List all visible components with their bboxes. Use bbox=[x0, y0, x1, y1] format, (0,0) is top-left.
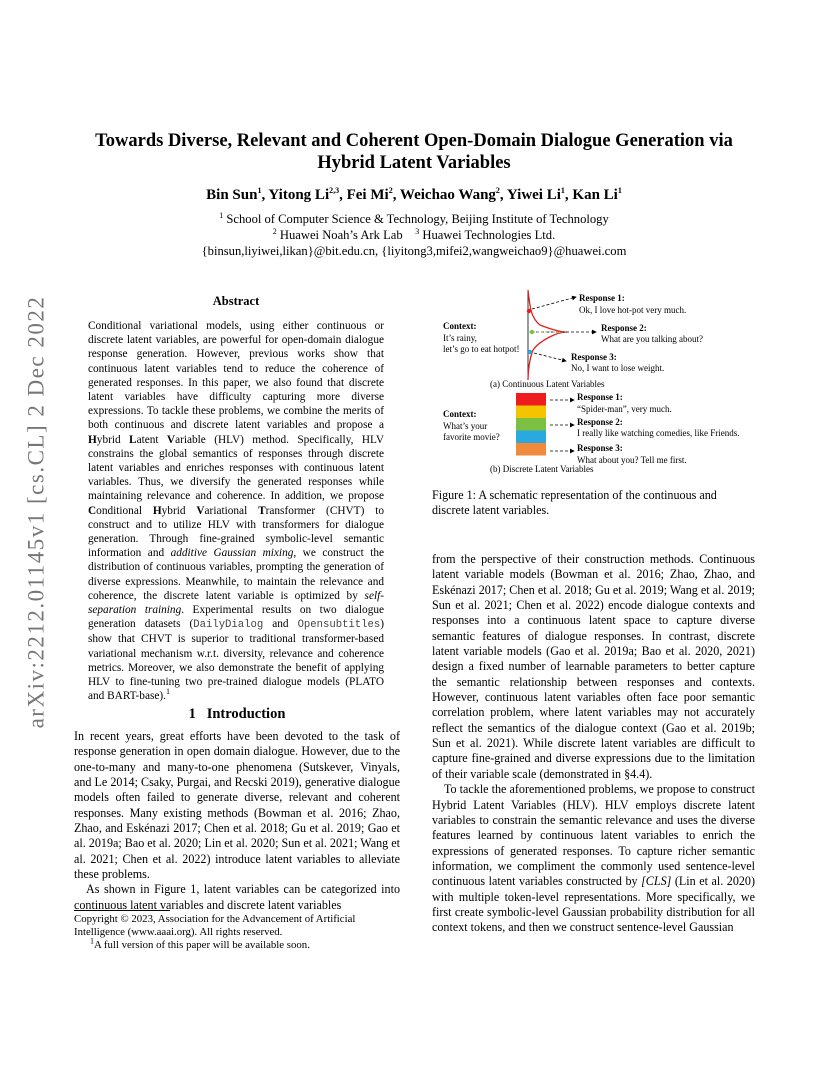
context-text: What’s your bbox=[443, 421, 488, 431]
author-affil-mark: 2 bbox=[495, 186, 500, 195]
response-text: Ok, I love hot-pot very much. bbox=[579, 305, 687, 315]
sample-point-3 bbox=[528, 350, 532, 354]
arrow-1 bbox=[532, 297, 576, 309]
latent-bar-4 bbox=[516, 431, 546, 444]
emphasis: self-separation training bbox=[88, 589, 384, 617]
author-affil-mark: 1 bbox=[560, 186, 565, 195]
title-line-1: Towards Diverse, Relevant and Coherent Open-Domain Dialogue Generation via bbox=[95, 131, 733, 151]
response-text: “Spider-man”, very much. bbox=[577, 404, 672, 414]
latent-bar-5 bbox=[516, 443, 546, 456]
context-text: favorite movie? bbox=[443, 432, 500, 442]
footnotes bbox=[74, 913, 400, 953]
copyright-notice: Copyright © 2023, Association for the Advancement of Artificial Intelligence (www.aaai.org). All rights reserved. bbox=[74, 913, 356, 939]
response-text: I really like watching comedies, like Friends. bbox=[577, 428, 740, 438]
affiliations bbox=[60, 211, 768, 259]
footnote-1: $^1$A full version of this paper will be available soon. bbox=[90, 936, 310, 952]
subfigure-caption: (b) Discrete Latent Variables bbox=[490, 464, 594, 474]
response-text: What about you? Tell me first. bbox=[577, 455, 687, 465]
response-label: Response 2: bbox=[601, 323, 647, 333]
author-affil-mark: 2 bbox=[388, 186, 393, 195]
author-name: Weichao Wang bbox=[399, 187, 496, 203]
author-emails: {binsun,liyiwei,likan}@bit.edu.cn, {liyitong3,mifei2,wangweichao9}@huawei.com bbox=[201, 244, 627, 258]
author-name: Yiwei Li bbox=[506, 187, 561, 203]
author-name: Bin Sun bbox=[206, 187, 258, 203]
paragraph: from the perspective of their construction methods. Continuous latent variable models (Bowman et al. 2016; Zhao, Zhao, and Eskénazi 2017; Chen et al. 2018; Gu et al. 2019; Wang et al. 2019; Sun et al. 2021; Chen et al. 2022) encode dialogue contexts and responses into a continuous latent space to capture diverse semantic features of dialogue responses. In contrast, discrete latent variable models (Gao et al. 2019a; Bao et al. 2020, 2021) design a fixed number of learnable parameters to better capture the semantic relationship between responses and contexts. However, continuous latent variables often face poor semantic correlation problem, where latent variables may not accurately reflect the semantics of the dialogue context (Gao et al. 2019b; Sun et al. 2021). While discrete latent variables are difficult to capture fine-grained and diverse expressions due to the limitation of their variable scale (demonstrated in §4.4). bbox=[432, 552, 755, 781]
arxiv-stamp bbox=[16, 292, 56, 732]
author-name: Yitong Li bbox=[268, 187, 330, 203]
arrow-3 bbox=[534, 353, 566, 361]
context-text: It’s rainy, bbox=[443, 333, 477, 343]
response-text: No, I want to lose weight. bbox=[571, 363, 665, 373]
intro-text bbox=[74, 729, 400, 913]
title-line-2: Hybrid Latent Variables bbox=[317, 153, 511, 173]
author-list: Bin Sun$^1$, Yitong Li$^{2,3}$, Fei Mi$^2$, Weichao Wang$^2$, Yiwei Li$^1$, Kan Li$^1$ bbox=[206, 186, 622, 203]
response-label: Response 1: bbox=[577, 392, 623, 402]
abstract-body: Conditional variational models, using either continuous or discrete latent variables, are powerful for open-domain dialogue response generation. However, previous works show that continuous latent variables tend to reduce the coherence of generated responses. In this paper, we also found that discrete latent variables have difficulty capturing more diverse expressions. To tackle these problems, we combine the merits of both continuous and discrete latent variables and propose a Hybrid Latent Variable (HLV) method. Specifically, HLV constrains the global semantics of responses through discrete latent variables and enriches responses with continuous latent variables. Thus, we diversify the generated responses while maintaining relevance and coherence. In addition, we propose Conditional Hybrid Variational Transformer (CHVT) to construct and to utilize HLV with transformers for dialogue generation. Through fine-grained symbolic-level semantic information and additive Gaussian mixing, we construct the distribution of continuous variables, prompting the generation of diverse expressions. Meanwhile, to maintain the relevance and coherence, the discrete latent variable is optimized by self-separation training. Experimental results on two dialogue generation datasets (DailyDialog and Opensubtitles) show that CHVT is superior to traditional transformer-based variational mechanism w.r.t. diversity, relevance and coherence metrics. Moreover, we also demonstrate the benefit of applying HLV to fine-tuning two pre-trained dialogue models (PLATO and BART-base).$^1$ bbox=[88, 320, 385, 703]
paragraph: In recent years, great efforts have been devoted to the task of response generation in open domain dialogue. However, due to the one-to-many and many-to-one phenomena (Sutskever, Vinyals, and Le 2014; Csaky, Purgai, and Recski 2019), generative dialogue models often failed to generate diverse, relevant and coherent responses. Many existing methods (Bowman et al. 2016; Zhao, Zhao, and Eskénazi 2017; Chen et al. 2018; Gu et al. 2019; Gao et al. 2019a; Bao et al. 2020; Lin et al. 2020; Sun et al. 2021; Wang et al. 2021; Chen et al. 2022) introduce latent variables to alleviate these problems. bbox=[74, 729, 400, 882]
subfigure-caption: (a) Continuous Latent Variables bbox=[490, 379, 605, 389]
affiliation-line-1: $^1$ School of Computer Science & Technology, Beijing Institute of Technology bbox=[219, 210, 609, 226]
paragraph: As shown in Figure 1, latent variables can be categorized into continuous latent variables and discrete latent variables bbox=[74, 882, 400, 912]
paragraph: To tackle the aforementioned problems, we propose to construct Hybrid Latent Variables (HLV). HLV employs discrete latent variables to constrain the semantic relevance and uses the diverse features learned by continuous latent variables to enrich the expressions of generated responses. To capture richer semantic information, we compliment the commonly used sentence-level continuous latent variables constructed by [CLS] (Lin et al. 2020) with multiple token-level representations. More specifically, we first create symbolic-level Gaussian probability distribution for all context tokens, and then we construct sentence-level Gaussian bbox=[432, 782, 756, 935]
paper-title bbox=[60, 130, 768, 174]
author-affil-mark: 1 bbox=[617, 186, 622, 195]
figure-caption: Figure 1: A schematic representation of the continuous and discrete latent variables. bbox=[432, 488, 717, 518]
response-label: Response 2: bbox=[577, 417, 623, 427]
author-affil-mark: 2,3 bbox=[329, 186, 340, 195]
author-name: Fei Mi bbox=[346, 187, 389, 203]
footnote-mark: 1 bbox=[165, 687, 170, 697]
response-label: Response 3: bbox=[577, 443, 623, 453]
dataset-name: Opensubtitles bbox=[297, 619, 381, 632]
response-label: Response 3: bbox=[571, 352, 617, 362]
author-affil-mark: 1 bbox=[257, 186, 262, 195]
arxiv-stamp-text: arXiv:2212.01145v1 [cs.CL] 2 Dec 2022 bbox=[23, 295, 48, 729]
footnote-rule bbox=[74, 910, 170, 911]
sample-point-1 bbox=[527, 309, 531, 313]
right-column-text bbox=[432, 552, 755, 936]
latent-bar-1 bbox=[516, 393, 546, 406]
gaussian-curve bbox=[528, 290, 566, 380]
abstract-heading: Abstract bbox=[212, 294, 260, 308]
latent-bar-3 bbox=[516, 418, 546, 431]
response-label: Response 1: bbox=[579, 293, 625, 303]
section-heading: 1 Introduction bbox=[188, 706, 286, 722]
context-label: Context: bbox=[443, 409, 477, 419]
figure-1 bbox=[440, 288, 760, 478]
context-text: let’s go to eat hotpot! bbox=[443, 344, 520, 354]
cls-token: [CLS] bbox=[641, 874, 672, 889]
latent-bar-2 bbox=[516, 406, 546, 419]
response-text: What are you talking about? bbox=[601, 334, 703, 344]
dataset-name: DailyDialog bbox=[193, 619, 264, 632]
affiliation-line-2: $^2$ Huawei Noah’s Ark Lab $^3$ Huawei Technologies Ltd. bbox=[272, 226, 556, 242]
author-name: Kan Li bbox=[572, 187, 618, 203]
emphasis: additive Gaussian mixing bbox=[170, 547, 294, 560]
context-label: Context: bbox=[443, 321, 477, 331]
